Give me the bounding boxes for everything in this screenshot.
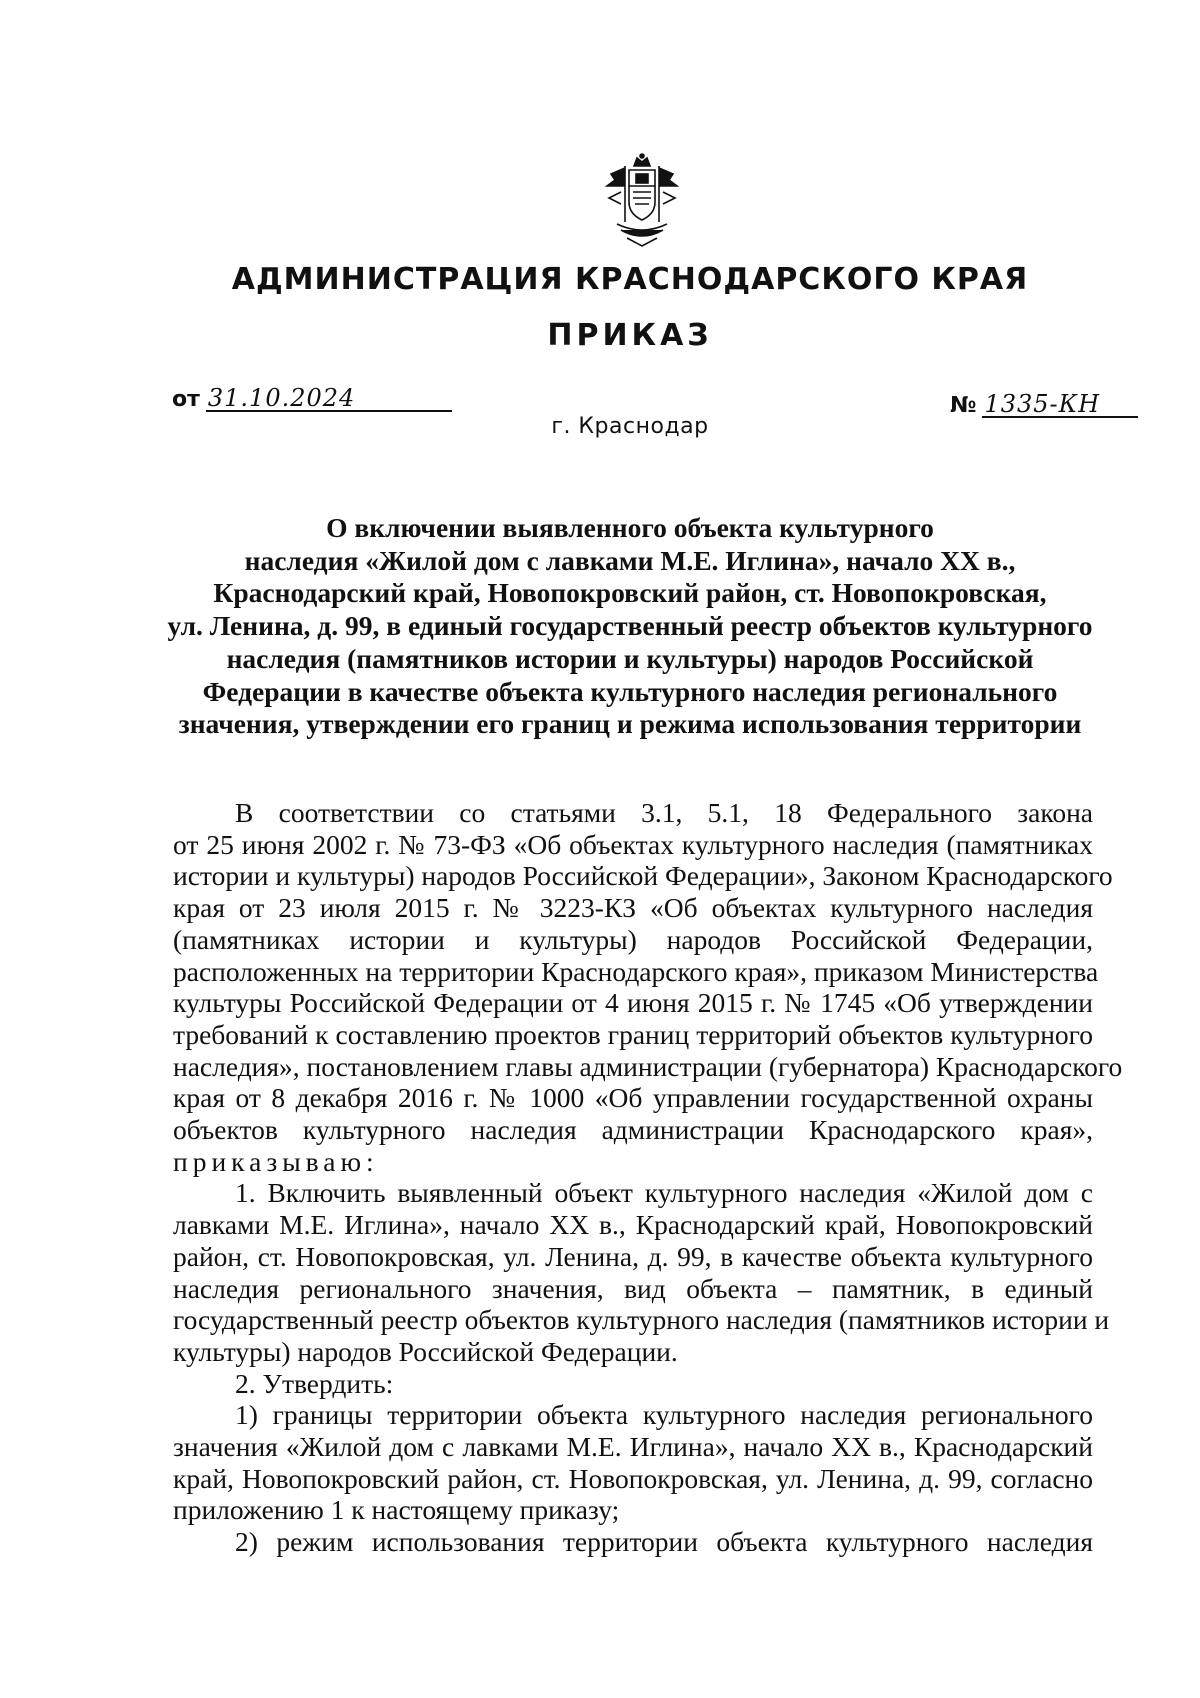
body-line: расположенных на территории Краснодарского края», приказом Министерства [173, 955, 1099, 987]
body-line: государственный реестр объектов культурного наследия (памятников истории и [173, 1304, 1110, 1336]
body-line-order-verb: приказываю: [173, 1145, 379, 1177]
date-value: 31.10.2024 [206, 386, 452, 412]
document-subject [160, 512, 1100, 741]
coat-of-arms-icon [603, 152, 681, 248]
document-type: ПРИКАЗ [547, 318, 713, 353]
number-label: № [950, 393, 977, 418]
subject-line: ул. Ленина, д. 99, в единый государственный реестр объектов культурного [167, 610, 1093, 642]
body-line: край, Новопокровский район, ст. Новопокровская, ул. Ленина, д. 99, согласно [173, 1462, 1093, 1494]
body-line: 2. Утвердить: [235, 1367, 394, 1399]
body-line: 2) режим использования территории объекта культурного наследия [235, 1526, 1093, 1558]
document-body [173, 797, 1123, 1558]
body-line: район, ст. Новопокровская, ул. Ленина, д. 99, в качестве объекта культурного [173, 1240, 1093, 1272]
body-line: 1. Включить выявленный объект культурного наследия «Жилой дом с [235, 1177, 1093, 1209]
city: г. Краснодар [551, 414, 709, 439]
number-value: 1335-КН [982, 392, 1138, 418]
subject-line: Краснодарский край, Новопокровский район, ст. Новопокровская, [213, 577, 1047, 609]
body-line: В соответствии со статьями 3.1, 5.1, 18 Федерального закона [235, 797, 1093, 828]
subject-line: Федерации в качестве объекта культурного наследия регионального [202, 675, 1058, 707]
body-line: наследия регионального значения, вид объекта – памятник, в единый [173, 1272, 1093, 1304]
subject-line: наследия (памятников истории и культуры) народов Российской [226, 642, 1034, 674]
body-line: объектов культурного наследия администрации Краснодарского края», [173, 1114, 1093, 1146]
body-line: от 25 июня 2002 г. № 73-ФЗ «Об объектах культурного наследия (памятниках [173, 828, 1093, 860]
body-line: (памятниках истории и культуры) народов Российской Федерации, [173, 923, 1093, 955]
body-line: культуры) народов Российской Федерации. [173, 1335, 678, 1367]
body-line: требований к составлению проектов границ территорий объектов культурного [173, 1018, 1093, 1050]
subject-line: наследия «Жилой дом с лавками М.Е. Иглина», начало XX в., [244, 544, 1016, 576]
body-line: края от 8 декабря 2016 г. № 1000 «Об управлении государственной охраны [173, 1082, 1093, 1114]
date-label: от [172, 387, 200, 412]
body-line: наследия», постановлением главы администрации (губернатора) Краснодарского [173, 1050, 1123, 1082]
body-line: значения «Жилой дом с лавками М.Е. Иглина», начало XX в., Краснодарский [173, 1431, 1093, 1463]
organization-title: АДМИНИСТРАЦИЯ КРАСНОДАРСКОГО КРАЯ [231, 262, 1029, 297]
body-line: истории и культуры) народов Российской Федерации», Законом Краснодарского [173, 860, 1113, 892]
body-line: приложению 1 к настоящему приказу; [173, 1494, 620, 1526]
body-line: культуры Российской Федерации от 4 июня 2015 г. № 1745 «Об утверждении [173, 987, 1093, 1019]
subject-line: значения, утверждении его границ и режима использования территории [178, 708, 1082, 740]
body-line: лавками М.Е. Иглина», начало XX в., Краснодарский край, Новопокровский [173, 1209, 1093, 1241]
document-date [172, 386, 452, 412]
body-line: края от 23 июля 2015 г. № 3223-КЗ «Об объектах культурного наследия [173, 892, 1093, 924]
body-line: 1) границы территории объекта культурного наследия регионального [235, 1399, 1093, 1431]
subject-line: О включении выявленного объекта культурного [326, 512, 934, 543]
